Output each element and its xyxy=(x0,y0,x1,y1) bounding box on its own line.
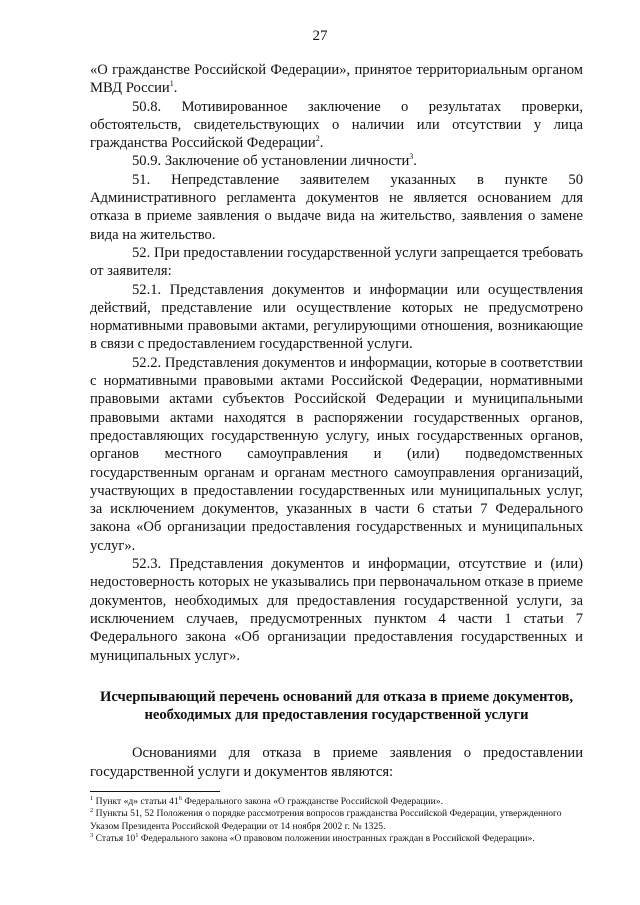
footnote-3: $^3$ Статья $10^1$ Федерального закона «О правовом положении иностранных граждан в Российской Федерации». xyxy=(90,831,535,844)
paragraph-50-8: 50.8. Мотивированное заключение о результатах проверки, обстоятельств, свидетельствующих о наличии или отсутствии у лица гражданства Российской Федерации$^2$. xyxy=(90,98,583,152)
paragraph-citizenship-decision: «О гражданстве Российской Федерации», принятое территориальным органом МВД России$^1$. xyxy=(90,62,583,97)
footnote-ref-2: 2 xyxy=(315,134,320,144)
footnote-1: $^1$ Пункт «д» статьи $41^6$ Федерального закона «О гражданстве Российской Федерации». xyxy=(90,794,443,807)
paragraph-51: 51. Непредставление заявителем указанных в пункте 50 Административного регламента документов не является основанием для отказа в приеме заявления о выдаче вида на жительство, заявления о замене вида на жительство. xyxy=(90,171,583,243)
paragraph-52-2: 52.2. Представления документов и информации, которые в соответствии с нормативными правовыми актами Российской Федерации, нормативными правовыми актами субъектов Российской Федерации и муниципальными правовыми актами находятся в распоряжении государственных органов, предоставляющих государственную услугу, иных государственных органов, органов местного самоуправления и (или) подведомственных государственным органам и органам местного самоуправления организаций, участвующих в предоставлении государственных или муниципальных услуг, за исключением документов, указанных в части 6 статьи 7 Федерального закона «Об организации предоставления государственных и муниципальных услуг». xyxy=(90,354,583,554)
paragraph-grounds-for-refusal: Основаниями для отказа в приеме заявления о предоставлении государственной услуги и документов являются: xyxy=(90,745,583,780)
footnote-2: $^2$ Пункты 51, 52 Положения о порядке рассмотрения вопросов гражданства Российской Федерации, утвержденного Указом Президента Российской Федерации от 14 ноября 2002 г. № 1325. xyxy=(90,807,562,832)
footnote-ref-1: 1 xyxy=(169,79,174,89)
document-body xyxy=(90,61,583,781)
paragraph-52-3: 52.3. Представления документов и информации, отсутствие и (или) недостоверность которых не указывались при первоначальном отказе в приеме документов, необходимых для предоставления государственной услуги, за исключением случаев, предусмотренных пунктом 4 части 1 статьи 7 Федерального закона «Об организации предоставления государственных и муниципальных услуг». xyxy=(90,556,583,664)
paragraph-52-1: 52.1. Представления документов и информации или осуществления действий, представление или осуществление которых не предусмотрено нормативными правовыми актами, регулирующими отношения, возникающие в связи с предоставлением государственной услуги. xyxy=(90,281,583,353)
paragraph-52: 52. При предоставлении государственной услуги запрещается требовать от заявителя: xyxy=(90,244,583,280)
footnote-ref-3: 3 xyxy=(409,152,414,162)
page-number: 27 xyxy=(312,28,328,44)
section-heading: Исчерпывающий перечень оснований для отказа в приеме документов, необходимых для предоставления государственной услуги xyxy=(100,688,573,724)
footnotes xyxy=(90,796,583,845)
footnote-divider xyxy=(90,791,220,792)
paragraph-50-9: 50.9. Заключение об установлении личности$^3$. xyxy=(132,152,417,170)
